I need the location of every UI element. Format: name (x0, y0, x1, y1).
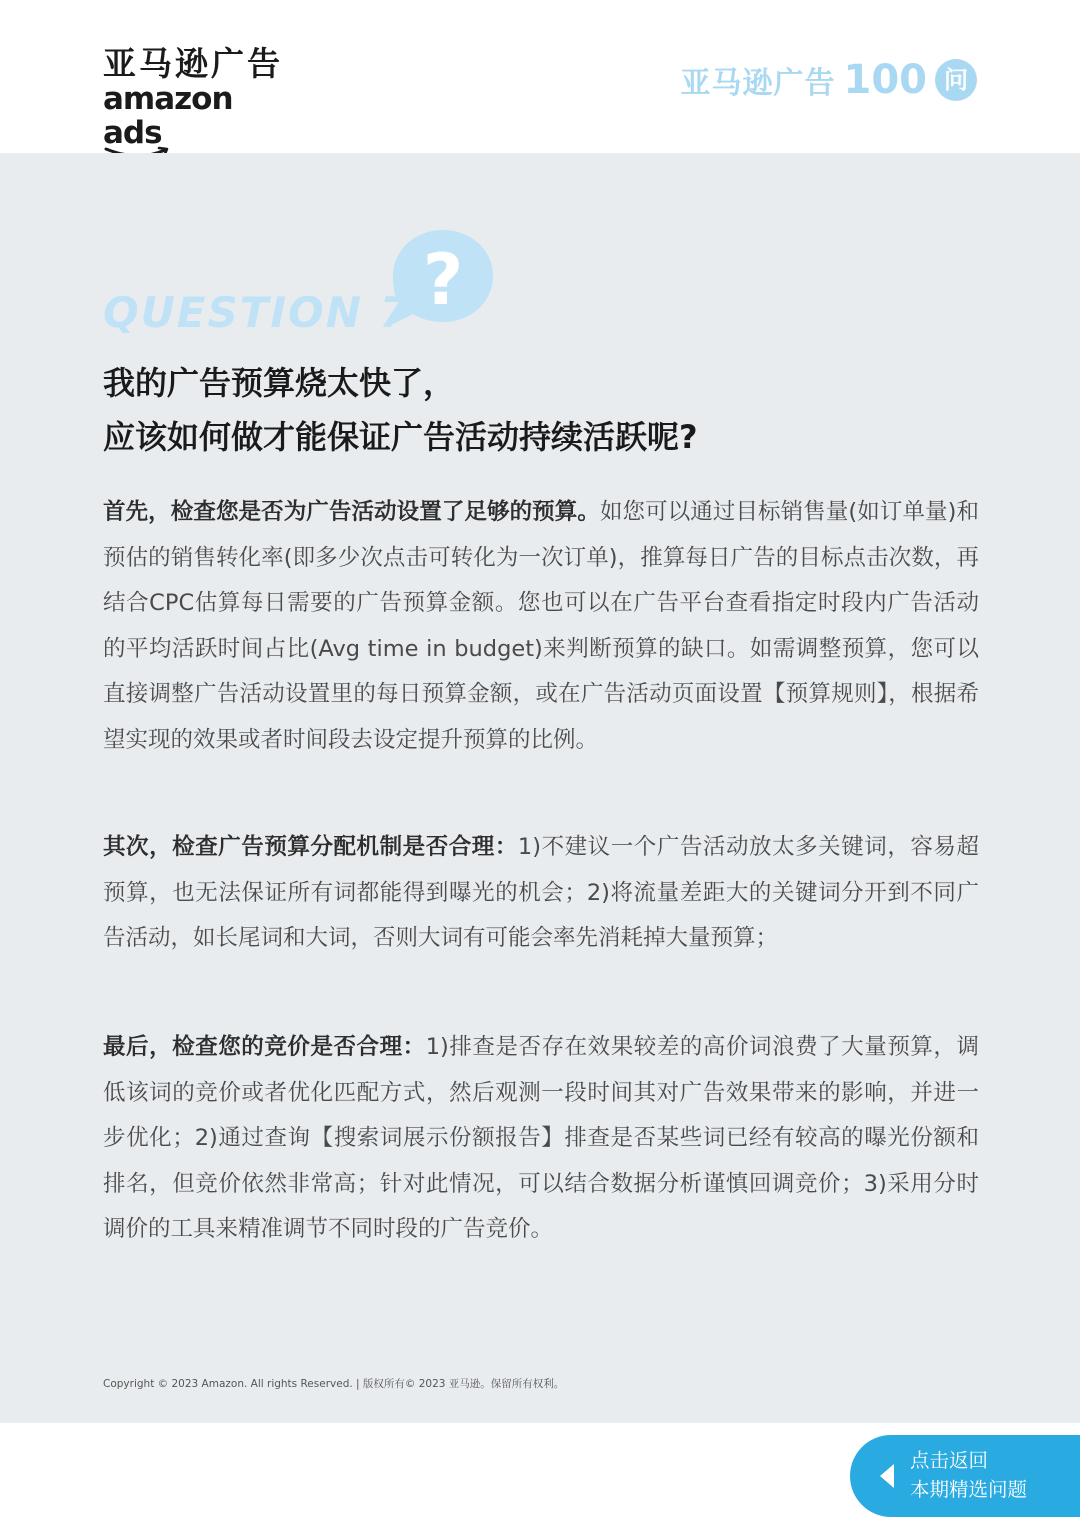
series-badge: 问 (935, 59, 977, 101)
question-number-label: QUESTION 7 (103, 288, 411, 337)
back-arrow-icon (880, 1464, 894, 1488)
answer-paragraph-3 (103, 1025, 979, 1253)
back-button-line2: 本期精选问题 (910, 1478, 1028, 1501)
question-title-line2: 应该如何做才能保证广告活动持续活跃呢? (103, 418, 698, 456)
svg-text:?: ? (422, 239, 464, 321)
series-title-cn: 亚马逊广告 (680, 66, 836, 101)
paragraph-3-lead: 最后，检查您的竞价是否合理： (103, 1034, 426, 1060)
back-button-line1: 点击返回 (910, 1449, 989, 1472)
paragraph-2-lead: 其次，检查广告预算分配机制是否合理： (103, 834, 518, 860)
page-header (0, 0, 1080, 153)
back-button-label (910, 1446, 1027, 1504)
answer-paragraph-1 (103, 490, 979, 763)
paragraph-3-body: 1)排查是否存在效果较差的高价词浪费了大量预算，调低该词的竞价或者优化匹配方式，然后观测一段时间其对广告效果带来的影响，并进一步优化；2)通过查询【搜索词展示份额报告】排查是否某些词已经有较高的曝光份额和排名，但竞价依然非常高；针对此情况，可以结合数据分析谨慎回调竞价；3)采用分时调价的工具来精准调节不同时段的广告竞价。 (103, 1034, 979, 1242)
logo-en-text: amazon ads (103, 81, 233, 151)
copyright-text: Copyright © 2023 Amazon. All rights Reserved. | 版权所有© 2023 亚马逊。保留所有权利。 (103, 1378, 565, 1390)
series-number: 100 (843, 57, 927, 103)
answer-paragraph-2 (103, 825, 979, 962)
question-title (103, 356, 983, 464)
series-title (681, 56, 978, 104)
paragraph-2-body: 1)不建议一个广告活动放太多关键词，容易超预算，也无法保证所有词都能得到曝光的机会；2)将流量差距大的关键词分开到不同广告活动，如长尾词和大词，否则大词有可能会率先消耗掉大量预算； (103, 834, 979, 951)
logo-cn-text: 亚马逊广告 (103, 44, 283, 83)
question-title-line1: 我的广告预算烧太快了， (103, 364, 456, 402)
back-to-questions-button[interactable] (850, 1435, 1080, 1517)
paragraph-1-body: 如您可以通过目标销售量(如订单量)和预估的销售转化率(即多少次点击可转化为一次订单)，推算每日广告的目标点击次数，再结合CPC估算每日需要的广告预算金额。您也可以在广告平台查看指定时段内广告活动的平均活跃时间占比(Avg time in budget)来判断预算的缺口。如需调整预算，您可以直接调整广告活动设置里的每日预算金额，或在广告活动页面设置【预算规则】，根据希望实现的效果或者时间段去设定提升预算的比例。 (103, 499, 979, 753)
amazon-ads-logo (103, 46, 283, 160)
paragraph-1-lead: 首先，检查您是否为广告活动设置了足够的预算。 (103, 499, 600, 525)
